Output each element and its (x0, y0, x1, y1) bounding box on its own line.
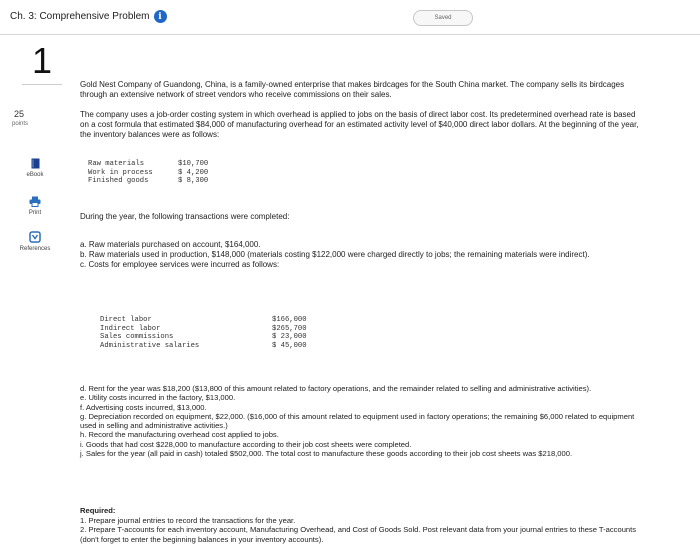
book-icon (31, 158, 40, 169)
table-row (88, 160, 214, 169)
table-cell-label: Finished goods (88, 177, 149, 185)
table-cell-label: Indirect labor (100, 324, 161, 333)
saved-status-badge: Saved (413, 10, 473, 26)
list-item: 2. Prepare T-accounts for each inventory account, Manufacturing Overhead, and Cost of Goods Sold. Post relevant data from your journal entries to these T-accounts (don't forget to enter the beginning balances in your inventory accounts). (80, 525, 637, 544)
table-cell-value: $ 4,200 (178, 168, 209, 177)
sidebar-item-references[interactable] (15, 231, 55, 252)
list-item: g. Depreciation recorded on equipment, $22,000. ($16,000 of this amount related to equipment used in factory operations; the remaining $6,000 related to equipment used in selling and administrative activities.) (80, 411, 635, 431)
inventory-table (88, 160, 214, 186)
list-item: f. Advertising costs incurred, $13,000. (80, 402, 207, 412)
table-cell-value: $10,700 (178, 160, 209, 168)
top-bar (0, 0, 700, 35)
costing-paragraph: The company uses a job-order costing system in which overhead is applied to jobs on the basis of direct labor cost. Its predetermined overhead rate is based on a cost formula that estimated $84,000 of manufacturing overhead for an estimated activity level of $40,000 direct labor dollars. At the beginning of the year, the inventory balances were as follows: (80, 110, 639, 139)
list-item: h. Record the manufacturing overhead cost applied to jobs. (80, 430, 279, 440)
assignment-title (10, 10, 167, 23)
print-icon (29, 196, 41, 207)
list-item: e. Utility costs incurred in the factory, $13,000. (80, 393, 236, 403)
sidebar-item-ebook[interactable] (15, 158, 55, 178)
table-cell-value: $ 23,000 (272, 333, 307, 341)
sidebar-item-label: References (19, 246, 51, 252)
table-cell-label: Direct labor (100, 316, 152, 324)
info-icon[interactable]: i (154, 10, 167, 23)
references-icon (29, 231, 41, 243)
table-cell-value: $ 45,000 (272, 341, 307, 350)
required-section (80, 506, 640, 544)
table-row (100, 316, 313, 325)
transactions-intro: During the year, the following transactions were completed: (80, 212, 290, 221)
sidebar-item-label: Print (28, 210, 42, 216)
list-item: j. Sales for the year (all paid in cash) totaled $502,000. The total cost to manufacture these goods according to their job cost sheets was $218,000. (80, 449, 573, 459)
table-cell-label: Administrative salaries (100, 341, 200, 350)
points-label: points (12, 121, 29, 127)
points-value: 25 (14, 109, 25, 119)
table-cell-label: Sales commissions (100, 333, 174, 341)
question-number: 1 (32, 40, 53, 81)
table-cell-value: $166,000 (272, 316, 307, 324)
employee-costs-table (100, 316, 313, 350)
list-item: c. Costs for employee services were incurred as follows: (80, 260, 280, 269)
table-row (100, 325, 313, 334)
list-item: a. Raw materials purchased on account, $164,000. (80, 240, 261, 249)
list-item: 1. Prepare journal entries to record the transactions for the year. (80, 515, 296, 525)
list-item: b. Raw materials used in production, $148,000 (materials costing $122,000 were charged directly to jobs; the remaining materials were indirect). (80, 250, 590, 259)
table-cell-value: $ 8,300 (178, 177, 209, 185)
list-item: d. Rent for the year was $18,200 ($13,800 of this amount related to factory operations, and the remainder related to selling and administrative activities). (80, 384, 592, 393)
sidebar-item-label: eBook (26, 172, 44, 178)
transactions-list-d-j (80, 384, 640, 458)
divider (22, 84, 62, 85)
sidebar-item-print[interactable] (15, 196, 55, 216)
table-cell-label: Raw materials (88, 160, 145, 168)
required-title: Required: (80, 506, 116, 515)
table-row (100, 333, 313, 342)
table-cell-value: $265,700 (272, 324, 307, 333)
table-cell-label: Work in process (88, 168, 153, 177)
transactions-list-a-c (80, 240, 640, 270)
list-item: i. Goods that had cost $228,000 to manufacture according to their job cost sheets were completed. (80, 439, 412, 449)
table-row (88, 169, 214, 178)
table-row (100, 342, 313, 351)
intro-paragraph: Gold Nest Company of Guandong, China, is a family-owned enterprise that makes birdcages for the South China market. The company sells its birdcages through an extensive network of street vendors who receive commissions on their sales. (80, 80, 625, 99)
table-row (88, 177, 214, 186)
assignment-title-text: Ch. 3: Comprehensive Problem (10, 11, 150, 22)
